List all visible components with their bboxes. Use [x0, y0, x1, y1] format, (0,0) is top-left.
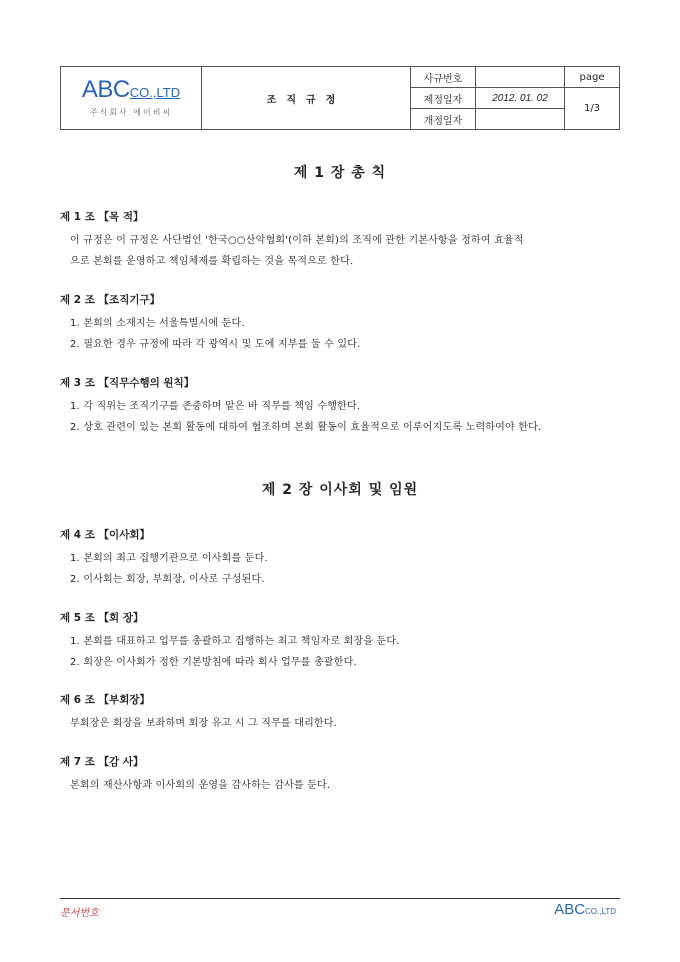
article-3: [60, 375, 630, 438]
article-line: 으로 본회를 운영하고 책임체제를 확립하는 것을 목적으로 한다.: [70, 256, 354, 267]
document-title: 조직규정: [202, 67, 411, 130]
reg-no-value: [476, 67, 565, 88]
page-label: page: [565, 67, 620, 88]
reg-no-label: 사규번호: [411, 67, 476, 88]
logo-korean-text: 주식회사 에이비씨: [89, 108, 173, 117]
logo-suffix-text: CO.,LTD: [129, 85, 181, 100]
footer-divider: [60, 898, 620, 899]
footer-logo-main: ABC: [554, 901, 586, 918]
article-2: [60, 292, 630, 355]
article-title: 제 6 조 【부회장】: [60, 694, 150, 706]
article-title: 제 4 조 【이사회】: [60, 529, 150, 541]
article-1: [60, 209, 630, 272]
article-line: 2. 회장은 이사회가 정한 기본방침에 따라 회사 업무를 총괄한다.: [70, 657, 357, 668]
article-title: 제 7 조 【감 사】: [60, 756, 144, 768]
article-4: [60, 527, 630, 590]
logo-main-text: ABC: [81, 76, 130, 103]
article-line: 2. 필요한 경우 규정에 따라 각 광역시 및 도에 지부를 둘 수 있다.: [70, 339, 361, 350]
enact-date-value: 2012. 01. 02: [476, 88, 565, 109]
article-line: 본회의 재산사항과 이사회의 운영을 감사하는 감사를 둔다.: [70, 780, 331, 791]
article-title: 제 2 조 【조직기구】: [60, 294, 161, 306]
revise-date-label: 개정일자: [411, 109, 476, 130]
enact-date-label: 제정일자: [411, 88, 476, 109]
footer-doc-number: 문서번호: [60, 908, 99, 919]
company-logo: [61, 67, 202, 130]
article-line: 2. 상호 관련이 있는 본회 활동에 대하여 협조하며 본회 활동이 효율적으로 이루어지도록 노력하여야 한다.: [70, 422, 542, 433]
footer-logo: [554, 901, 616, 918]
article-line: 이 규정은 이 규정은 사단법인 '한국○○산악협회'(이하 본회)의 조직에 관한 기본사항을 정하여 효율적: [70, 235, 524, 246]
chapter-2-title: 제 2 장 이사회 및 임원: [261, 482, 419, 498]
article-line: 부회장은 회장을 보좌하며 회장 유고 시 그 직무를 대리한다.: [70, 718, 338, 729]
article-6: [60, 692, 630, 734]
article-title: 제 3 조 【직무수행의 원칙】: [60, 377, 195, 389]
article-title: 제 5 조 【회 장】: [60, 612, 144, 624]
article-line: 1. 본회의 최고 집행기관으로 이사회를 둔다.: [70, 553, 268, 564]
revise-date-value: [476, 109, 565, 130]
chapter-1-title: 제 1 장 총 칙: [293, 165, 387, 181]
footer-logo-suffix: CO.,LTD: [585, 907, 616, 916]
article-7: [60, 754, 630, 796]
article-line: 1. 본회의 소재지는 서울특별시에 둔다.: [70, 318, 245, 329]
article-title: 제 1 조 【목 적】: [60, 211, 144, 223]
document-header-table: [60, 66, 620, 130]
article-line: 2. 이사회는 회장, 부회장, 이사로 구성된다.: [70, 574, 265, 585]
article-line: 1. 본회를 대표하고 업무를 총괄하고 집행하는 최고 책임자로 회장을 둔다.: [70, 636, 400, 647]
article-line: 1. 각 직위는 조직기구를 존중하며 맡은 바 직무를 책임 수행한다.: [70, 401, 361, 412]
page-number: 1/3: [565, 88, 620, 130]
article-5: [60, 610, 630, 673]
